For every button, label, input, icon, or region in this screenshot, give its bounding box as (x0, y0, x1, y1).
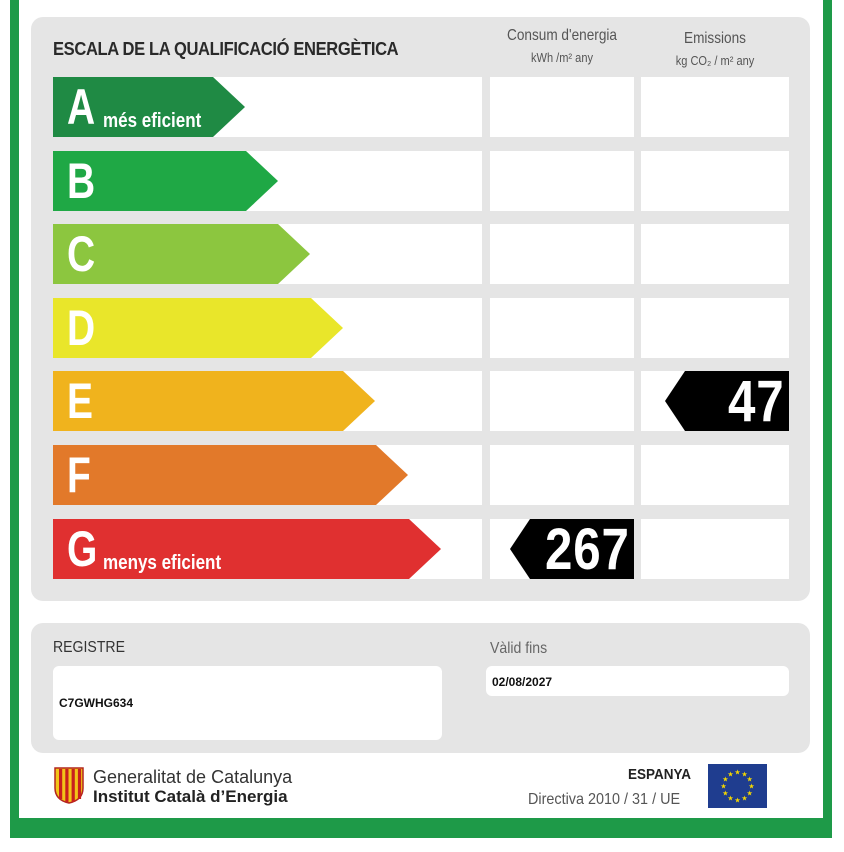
rating-letter: C (67, 226, 96, 282)
rating-arrow-d (53, 298, 343, 358)
eu-flag-icon (708, 764, 767, 813)
rating-letter: E (67, 373, 94, 429)
consumption-cell (490, 371, 634, 431)
rating-description: més eficient (103, 110, 202, 132)
rating-arrow-e (53, 371, 375, 431)
rating-description: menys eficient (103, 552, 222, 574)
rating-letter: D (67, 300, 96, 356)
directive-label: Directiva 2010 / 31 / UE (528, 791, 681, 808)
emissions-header (652, 29, 778, 71)
consumption-header (501, 26, 623, 68)
valid-until-label: Vàlid fins (490, 640, 548, 657)
eu-star-icon: ★ (722, 790, 729, 798)
eu-star-icon: ★ (746, 790, 753, 798)
emissions-rating-value: 47 (728, 369, 785, 434)
emissions-cell (641, 151, 789, 211)
rating-letter: F (67, 447, 91, 503)
emissions-cell (641, 224, 789, 284)
emissions-rating-badge (665, 369, 789, 434)
rating-arrow-f (53, 445, 408, 505)
registry-field (53, 666, 442, 740)
eu-star-icon: ★ (746, 776, 753, 784)
consumption-cell (490, 151, 634, 211)
consumption-cell (490, 445, 634, 505)
registry-value: C7GWHG634 (59, 696, 134, 710)
consumption-cell (490, 77, 634, 137)
rating-arrow-c (53, 224, 310, 284)
rating-arrow-b (53, 151, 278, 211)
rating-arrow-g (53, 519, 441, 579)
scale-title: ESCALA DE LA QUALIFICACIÓ ENERGÈTICA (53, 39, 399, 59)
valid-until-field (486, 666, 789, 696)
emissions-unit: kg CO₂ / m² any (675, 53, 755, 68)
emissions-cell (641, 77, 789, 137)
eu-star-icon: ★ (748, 783, 755, 791)
eu-star-icon: ★ (727, 795, 734, 803)
eu-star-icon: ★ (741, 771, 748, 779)
eu-star-icon: ★ (741, 795, 748, 803)
eu-star-icon: ★ (734, 769, 741, 777)
rating-arrow-a (53, 77, 245, 137)
emissions-cell (641, 445, 789, 505)
rating-letter: B (67, 153, 96, 209)
rating-letter: A (67, 79, 96, 135)
consumption-cell (490, 298, 634, 358)
valid-until-value: 02/08/2027 (492, 675, 553, 689)
emissions-title: Emissions (684, 30, 746, 47)
org-name-line2: Institut Català d’Energia (93, 787, 288, 806)
eu-star-icon: ★ (727, 771, 734, 779)
eu-star-icon: ★ (734, 797, 741, 805)
consumption-rating-badge (510, 517, 634, 582)
consumption-title: Consum d'energia (507, 27, 617, 44)
emissions-cell (641, 519, 789, 579)
country-label: ESPANYA (628, 766, 692, 783)
rating-letter: G (67, 521, 98, 577)
registry-label: REGISTRE (53, 639, 125, 656)
org-name-line1: Generalitat de Catalunya (93, 767, 293, 787)
generalitat-logo-icon (53, 766, 85, 809)
consumption-rating-value: 267 (545, 517, 630, 582)
consumption-cell (490, 224, 634, 284)
emissions-cell (641, 298, 789, 358)
consumption-unit: kWh /m² any (530, 50, 594, 65)
eu-star-icon: ★ (720, 783, 727, 791)
eu-star-icon: ★ (722, 776, 729, 784)
